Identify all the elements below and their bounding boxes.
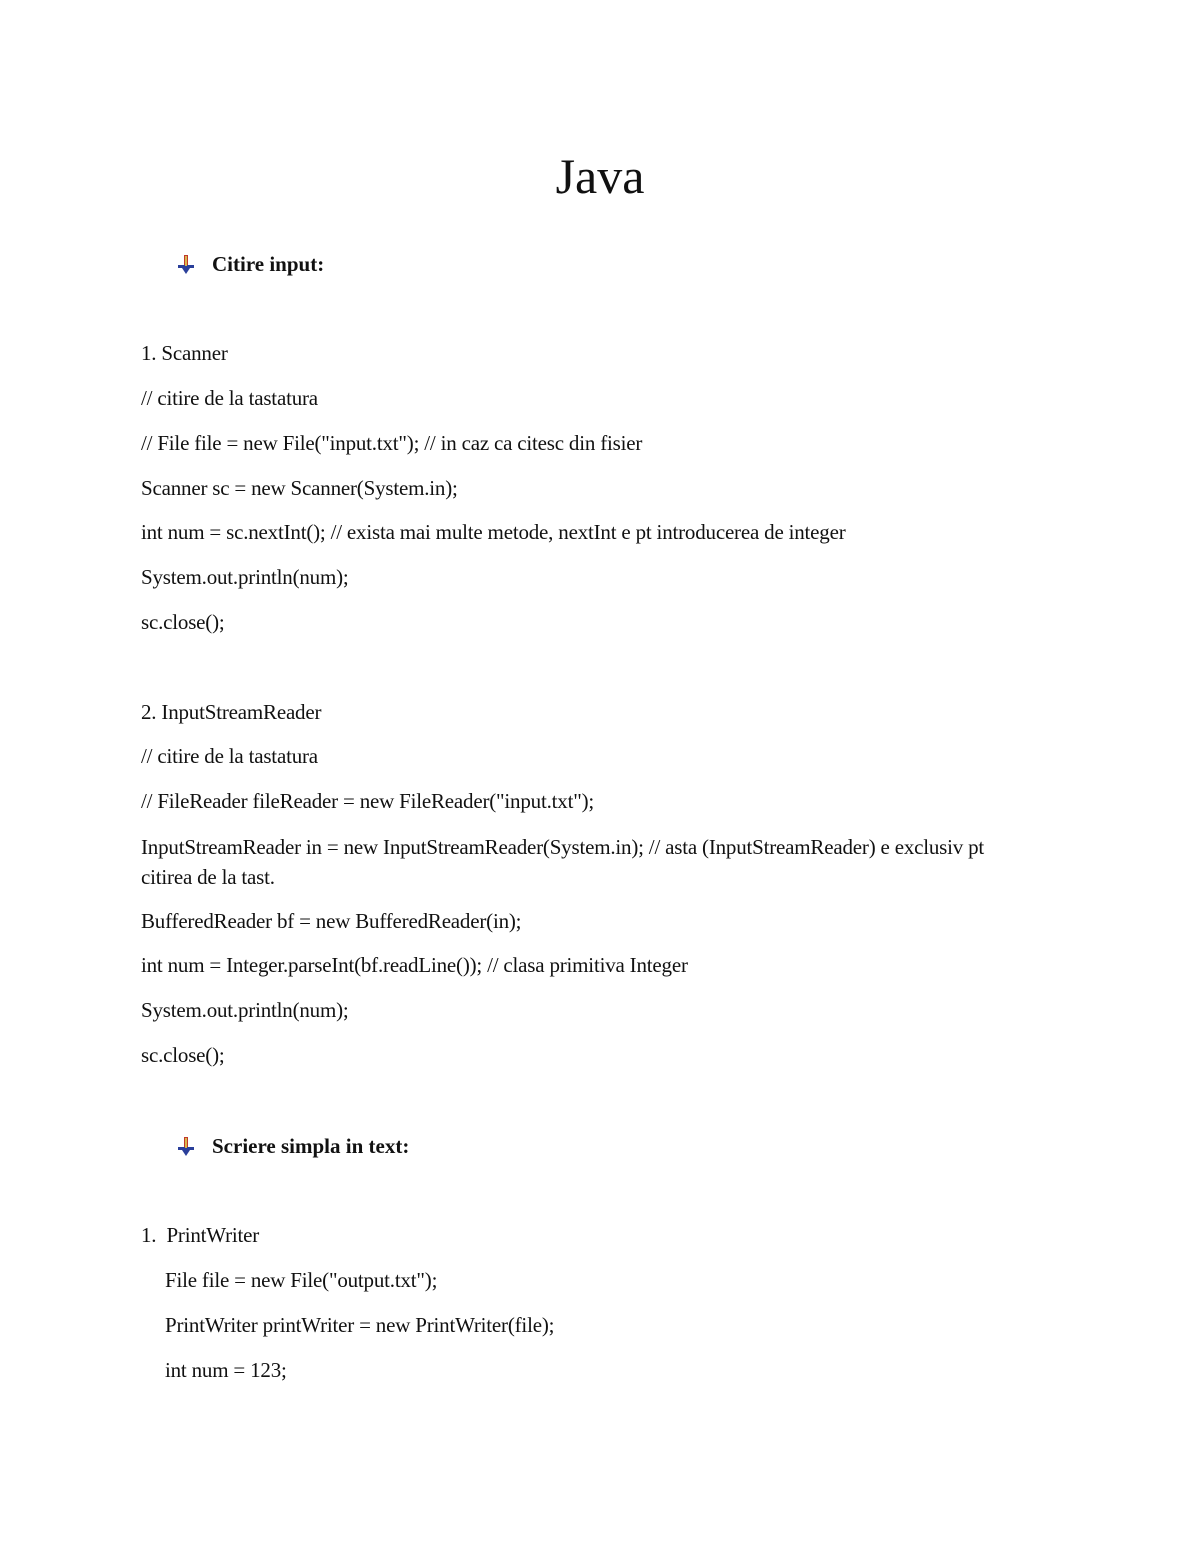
input-stream-reader-label: 2. InputStreamReader bbox=[141, 700, 322, 724]
code-line: sc.close(); bbox=[141, 610, 225, 634]
code-line: System.out.println(num); bbox=[141, 998, 349, 1022]
print-writer-label: 1. PrintWriter bbox=[141, 1223, 260, 1247]
section-heading-citire-input bbox=[176, 250, 324, 278]
code-line: // citire de la tastatura bbox=[141, 386, 318, 410]
arrow-down-bullet-icon bbox=[176, 253, 196, 275]
code-line: Scanner sc = new Scanner(System.in); bbox=[141, 476, 458, 500]
code-line: PrintWriter printWriter = new PrintWriter(file); bbox=[165, 1313, 555, 1337]
code-line: InputStreamReader in = new InputStreamReader(System.in); // asta (InputStreamReader) e exclusiv pt citirea de la tast. bbox=[141, 835, 985, 889]
code-line: BufferedReader bf = new BufferedReader(in); bbox=[141, 909, 522, 933]
page-title: Java bbox=[555, 148, 645, 204]
section-heading-scriere-simpla bbox=[176, 1132, 409, 1160]
code-line: int num = 123; bbox=[165, 1358, 287, 1382]
code-line: int num = sc.nextInt(); // exista mai multe metode, nextInt e pt introducerea de integer bbox=[141, 520, 846, 544]
code-line: // File file = new File("input.txt"); // in caz ca citesc din fisier bbox=[141, 431, 643, 455]
scanner-label: 1. Scanner bbox=[141, 341, 228, 365]
code-line: // FileReader fileReader = new FileReader("input.txt"); bbox=[141, 789, 595, 813]
code-line: sc.close(); bbox=[141, 1043, 225, 1067]
code-line: // citire de la tastatura bbox=[141, 744, 318, 768]
arrow-down-bullet-icon bbox=[176, 1135, 196, 1157]
code-line: File file = new File("output.txt"); bbox=[165, 1268, 438, 1292]
section-heading-label: Scriere simpla in text: bbox=[212, 1134, 410, 1158]
section-heading-label: Citire input: bbox=[212, 252, 325, 276]
code-line: System.out.println(num); bbox=[141, 565, 349, 589]
code-line: int num = Integer.parseInt(bf.readLine()); // clasa primitiva Integer bbox=[141, 953, 688, 977]
